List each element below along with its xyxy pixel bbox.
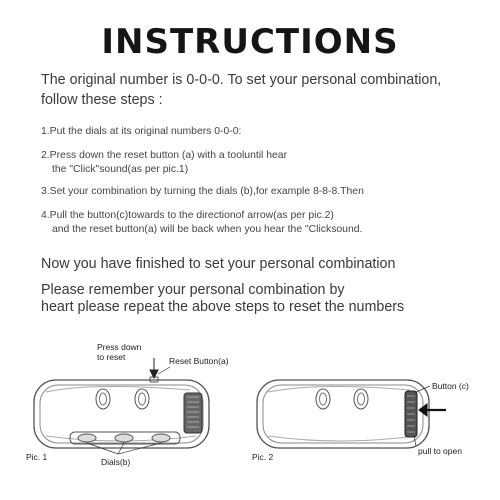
step-2-text-cont: the "Click"sound(as per pic.1) (52, 164, 189, 175)
pic2-caption: Pic. 2 (252, 452, 274, 462)
remember-line-1: Please remember your personal combination by (41, 282, 345, 298)
remember-line-2: heart please repeat the above steps to reset the numbers (41, 299, 405, 315)
intro-line-2: follow these steps : (41, 92, 163, 108)
step-4-text-cont: and the reset button(a) will be back when you hear the "Clicksound. (52, 224, 363, 235)
press-down-line-2: to reset (97, 352, 126, 362)
pic2-lock-illustration (257, 380, 429, 448)
button-c-label: Button (c) (432, 381, 469, 391)
pull-to-open-label: pull to open (418, 446, 462, 456)
page-title: INSTRUCTIONS (101, 22, 399, 62)
step-1-text: 1.Put the dials at its original numbers 0-0-0: (41, 126, 242, 137)
press-down-label (97, 342, 141, 362)
finished-text: Now you have finished to set your personal combination (41, 256, 396, 272)
intro-line-1: The original number is 0-0-0. To set your personal combination, (41, 72, 442, 88)
dials-label: Dials(b) (101, 457, 131, 467)
press-down-line-1: Press down (97, 342, 142, 352)
step-4-text: 4.Pull the button(c)towards to the directionof arrow(as per pic.2) (41, 210, 334, 221)
pic1-press-arrow (150, 358, 158, 378)
pic1-caption: Pic. 1 (26, 452, 48, 462)
step-3-text: 3.Set your combination by turning the dials (b),for example 8-8-8.Then (41, 186, 364, 197)
pic1-lock-illustration (34, 377, 209, 448)
reset-button-label: Reset Button(a) (169, 356, 229, 366)
step-2-text: 2.Press down the reset button (a) with a tooluntil hear (41, 150, 288, 161)
